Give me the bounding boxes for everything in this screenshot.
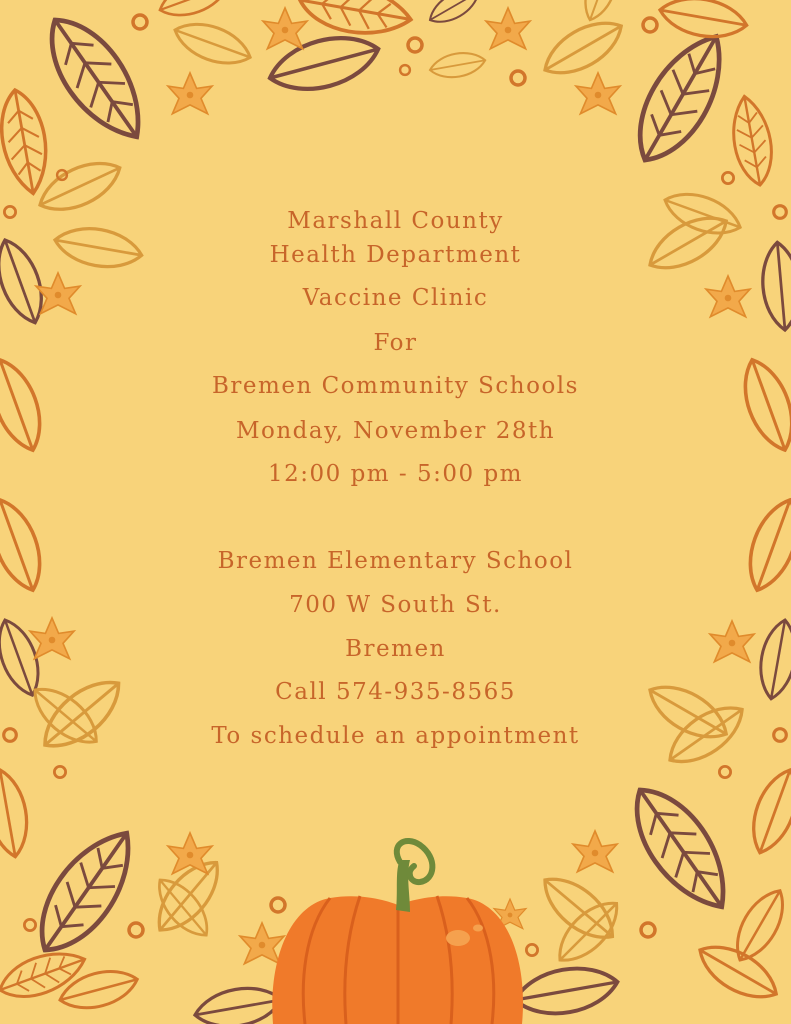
event-title: Vaccine Clinic [302,285,489,311]
venue-city: Bremen [345,636,446,662]
call-to-action: To schedule an appointment [211,723,580,749]
venue-name: Bremen Elementary School [217,548,574,574]
leaf-icon [617,774,745,923]
maple-leaf-icon [576,73,620,114]
leaf-icon [548,892,628,972]
maple-leaf-icon [486,8,530,49]
leaf-icon [22,817,150,966]
pumpkin-icon [272,841,523,1024]
leaf-icon [296,0,415,42]
leaf-icon [155,0,233,24]
leaf-icon [192,982,285,1024]
leaf-icon [0,86,54,197]
audience: Bremen Community Schools [212,373,579,399]
leaf-icon [0,767,33,860]
leaf-icon [0,493,51,597]
acorn-ring-icon [643,18,786,218]
maple-leaf-icon [168,73,212,114]
leaf-icon [424,0,484,30]
org-name-line2: Health Department [269,242,522,268]
leaf-icon [169,14,255,72]
leaf-icon [620,22,741,174]
leaf-icon [578,0,625,25]
maple-leaf-icon [240,923,284,964]
event-time: 12:00 pm - 5:00 pm [267,461,523,487]
phone-number: Call 574-935-8565 [275,679,516,705]
venue-address: 700 W South St. [289,592,502,618]
maple-leaf-icon [168,833,212,874]
event-date: Monday, November 28th [235,418,556,444]
leaf-icon [428,49,487,81]
leaf-icon [56,963,142,1016]
leaf-icon [743,764,791,859]
leaf-icon [536,10,630,85]
org-name-line1: Marshall County [287,208,504,234]
leaf-icon [727,93,778,188]
leaf-icon [149,870,218,944]
leaf-icon [739,493,791,597]
for-label: For [373,330,418,356]
leaf-icon [726,882,791,968]
leaf-icon [511,961,621,1021]
leaf-icon [657,0,750,43]
maple-leaf-icon [263,8,307,49]
leaf-icon [32,4,160,153]
maple-leaf-icon [573,831,617,872]
